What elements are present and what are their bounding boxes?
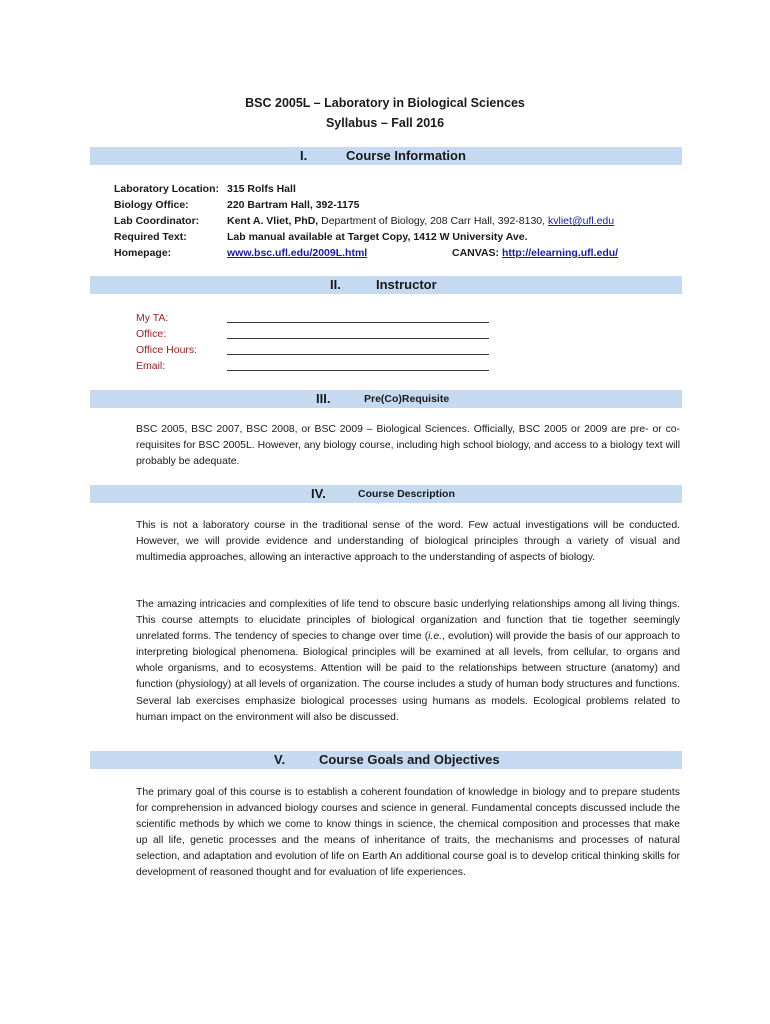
ta-label: My TA: — [136, 312, 169, 324]
section-title: Course Information — [346, 148, 466, 163]
section-number: V. — [274, 752, 286, 767]
section-header-course-information — [90, 147, 682, 165]
goals-paragraph: The primary goal of this course is to establish a coherent foundation of knowledge in biology and to prepare students for comprehension in advanced biology courses and science in general. Fundamental concepts discussed include the scientific methods by which we come to know things in science, the chemical composition and processes that make up all life, genetic processes and the means of inheritance of traits, the mechanisms and processes of natural selection, and adaptation and evolution of life on Earth An additional course goal is to develop critical thinking skills for development of reasoned thought and for evaluation of life experiences. — [136, 787, 680, 879]
section-number: II. — [330, 277, 341, 292]
section-header-prerequisite — [90, 390, 682, 408]
section-title: Instructor — [376, 277, 437, 292]
description-p2-part-a: The amazing intricacies and complexities of life tend to obscure basic underlying relationships among all living things. This course attempts to elucidate principles of biological organization and function that tie together seemingly unrelated forms. The tendency of species to change over time ( — [136, 599, 680, 643]
prerequisite-text: BSC 2005, BSC 2007, BSC 2008, or BSC 2009 – Biological Sciences. Officially, BSC 2005 or 2009 are pre- or co-requisites for BSC 2005L. However, any biology course, including high school biology, and access to a biology text will probably be adequate. — [136, 424, 680, 468]
section-title: Pre(Co)Requisite — [364, 393, 450, 405]
document-title: BSC 2005L – Laboratory in Biological Sciences — [245, 96, 525, 110]
document-subtitle: Syllabus – Fall 2016 — [325, 116, 445, 130]
section-number: IV. — [311, 486, 326, 501]
canvas-label: CANVAS: — [452, 247, 500, 259]
homepage-link[interactable]: www.bsc.ufl.edu/2009L.html — [227, 247, 368, 259]
section-header-instructor — [90, 276, 682, 294]
section-number: I. — [300, 148, 308, 163]
section-number: III. — [316, 391, 331, 406]
ta-email-label: Email: — [136, 360, 166, 372]
coordinator-label: Lab Coordinator: — [114, 215, 200, 227]
required-text-value: Lab manual available at Target Copy, 1412 W University Ave. — [227, 231, 528, 243]
description-p2-part-b: , evolution) will provide the basis of our approach to interpreting biological phenomena. Biological principles will be examined at all levels, from cellular, to organs and whole organisms, and to ecosystems. Attention will be paid to the relationships between structure (anatomy) and function (physiology) at all levels of organization. The course includes a study of human body structures and functions. Several lab exercises emphasize biological processes using humans as models. Ecological problems related to human impact on the environment will also be discussed. — [136, 631, 680, 723]
hours-blank-line — [227, 354, 489, 355]
ta-hours-label: Office Hours: — [136, 344, 198, 356]
location-label: Laboratory Location: — [114, 183, 220, 195]
section-header-goals — [90, 751, 682, 769]
office-value: 220 Bartram Hall, 392-1175 — [227, 199, 360, 211]
section-title: Course Description — [358, 488, 455, 500]
section-header-course-description — [90, 485, 682, 503]
canvas-link[interactable]: http://elearning.ufl.edu/ — [502, 247, 619, 259]
required-text-label: Required Text: — [114, 231, 187, 243]
ta-office-label: Office: — [136, 328, 167, 340]
description-paragraph-2 — [136, 597, 680, 726]
coordinator-detail: Department of Biology, 208 Carr Hall, 392-8130, — [318, 215, 548, 227]
description-p2-ie: i.e. — [428, 631, 443, 643]
homepage-label: Homepage: — [114, 247, 172, 259]
email-blank-line — [227, 370, 489, 371]
location-value: 315 Rolfs Hall — [227, 183, 296, 195]
office-label: Biology Office: — [114, 199, 189, 211]
section-title: Course Goals and Objectives — [319, 752, 500, 767]
coordinator-value — [227, 213, 614, 229]
coordinator-name: Kent A. Vliet, PhD, — [227, 215, 319, 227]
description-paragraph-1: This is not a laboratory course in the traditional sense of the word. Few actual investigations will be conducted. However, we will provide evidence and understanding of biological principles through a variety of visual and multimedia approaches, allowing an interactive approach to the understanding of aspects of biology. — [136, 520, 680, 564]
office-blank-line — [227, 338, 489, 339]
coordinator-email-link[interactable]: kvliet@ufl.edu — [547, 215, 615, 227]
ta-blank-line — [227, 322, 489, 323]
